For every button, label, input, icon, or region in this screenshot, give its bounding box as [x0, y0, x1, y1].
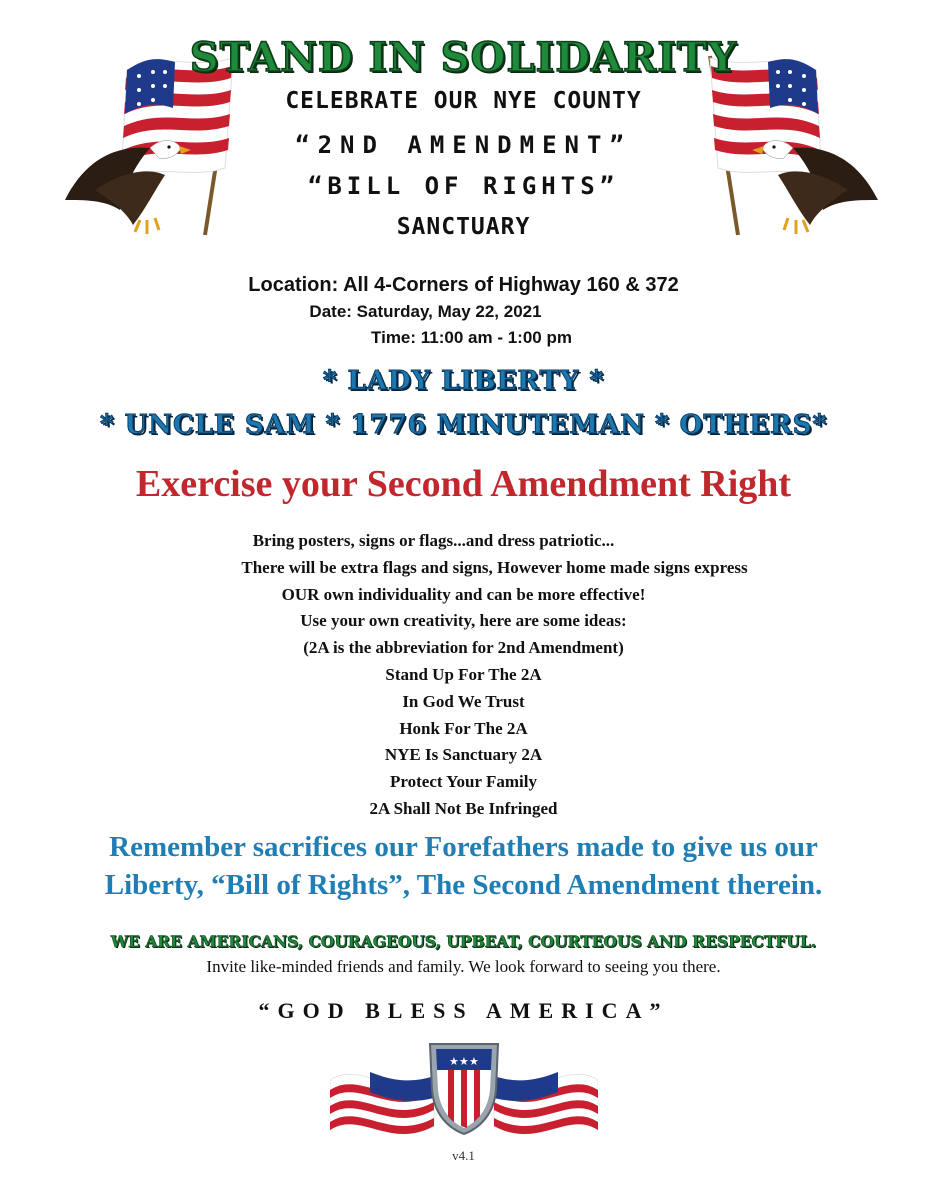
instruction-line: OUR own individuality and can be more effective!: [281, 584, 646, 604]
flyer-title: STAND IN SOLIDARITY: [189, 34, 738, 81]
invite-text: Invite like-minded friends and family. We look forward to seeing you there.: [206, 957, 721, 976]
americans-statement: WE ARE AMERICANS, COURAGEOUS, UPBEAT, COURTEOUS AND RESPECTFUL.: [110, 932, 817, 951]
instructions-block: [0, 528, 927, 823]
instruction-line: Stand Up For The 2A: [385, 664, 542, 684]
waving-flag-right-icon: [494, 1072, 598, 1134]
shield-icon: [430, 1044, 498, 1134]
header-line-2: “2ND AMENDMENT”: [295, 131, 632, 159]
instruction-line: Protect Your Family: [390, 772, 537, 792]
version-label: v4.1: [452, 1148, 475, 1163]
instruction-line: (2A is the abbreviation for 2nd Amendment): [303, 638, 624, 658]
header-line-4: SANCTUARY: [396, 214, 531, 240]
instruction-line: Use your own creativity, here are some ideas:: [300, 611, 627, 631]
remember-line-1: Remember sacrifices our Forefathers made to give us our: [109, 831, 818, 863]
characters-line-2: * UNCLE SAM * 1776 MINUTEMAN * OTHERS*: [99, 410, 828, 440]
instruction-line: 2A Shall Not Be Infringed: [369, 798, 558, 818]
shield-flags-image: [330, 1040, 598, 1136]
remember-statement: [0, 828, 927, 904]
remember-line-2: Liberty, “Bill of Rights”, The Second Amendment therein.: [104, 869, 823, 901]
event-location: Location: All 4-Corners of Highway 160 & 372: [248, 274, 679, 296]
characters-line-1: * LADY LIBERTY *: [322, 366, 605, 396]
waving-flag-left-icon: [330, 1072, 434, 1134]
instruction-line: There will be extra flags and signs, However home made signs express: [241, 557, 748, 577]
call-to-action-heading: Exercise your Second Amendment Right: [135, 463, 792, 505]
instruction-line: Bring posters, signs or flags...and dress patriotic...: [252, 531, 615, 550]
svg-text:★: ★: [449, 1055, 459, 1068]
header-line-1: CELEBRATE OUR NYE COUNTY: [285, 88, 642, 114]
header-line-3: “BILL OF RIGHTS”: [307, 172, 620, 200]
god-bless-america-text: “GOD BLESS AMERICA”: [258, 998, 669, 1023]
instruction-line: In God We Trust: [402, 691, 525, 711]
instruction-line: Honk For The 2A: [399, 718, 528, 738]
svg-text:★: ★: [469, 1055, 479, 1068]
instruction-line: NYE Is Sanctuary 2A: [384, 745, 543, 765]
event-date: Date: Saturday, May 22, 2021: [309, 302, 542, 321]
event-time: Time: 11:00 am - 1:00 pm: [371, 328, 572, 347]
svg-text:★: ★: [459, 1055, 469, 1068]
